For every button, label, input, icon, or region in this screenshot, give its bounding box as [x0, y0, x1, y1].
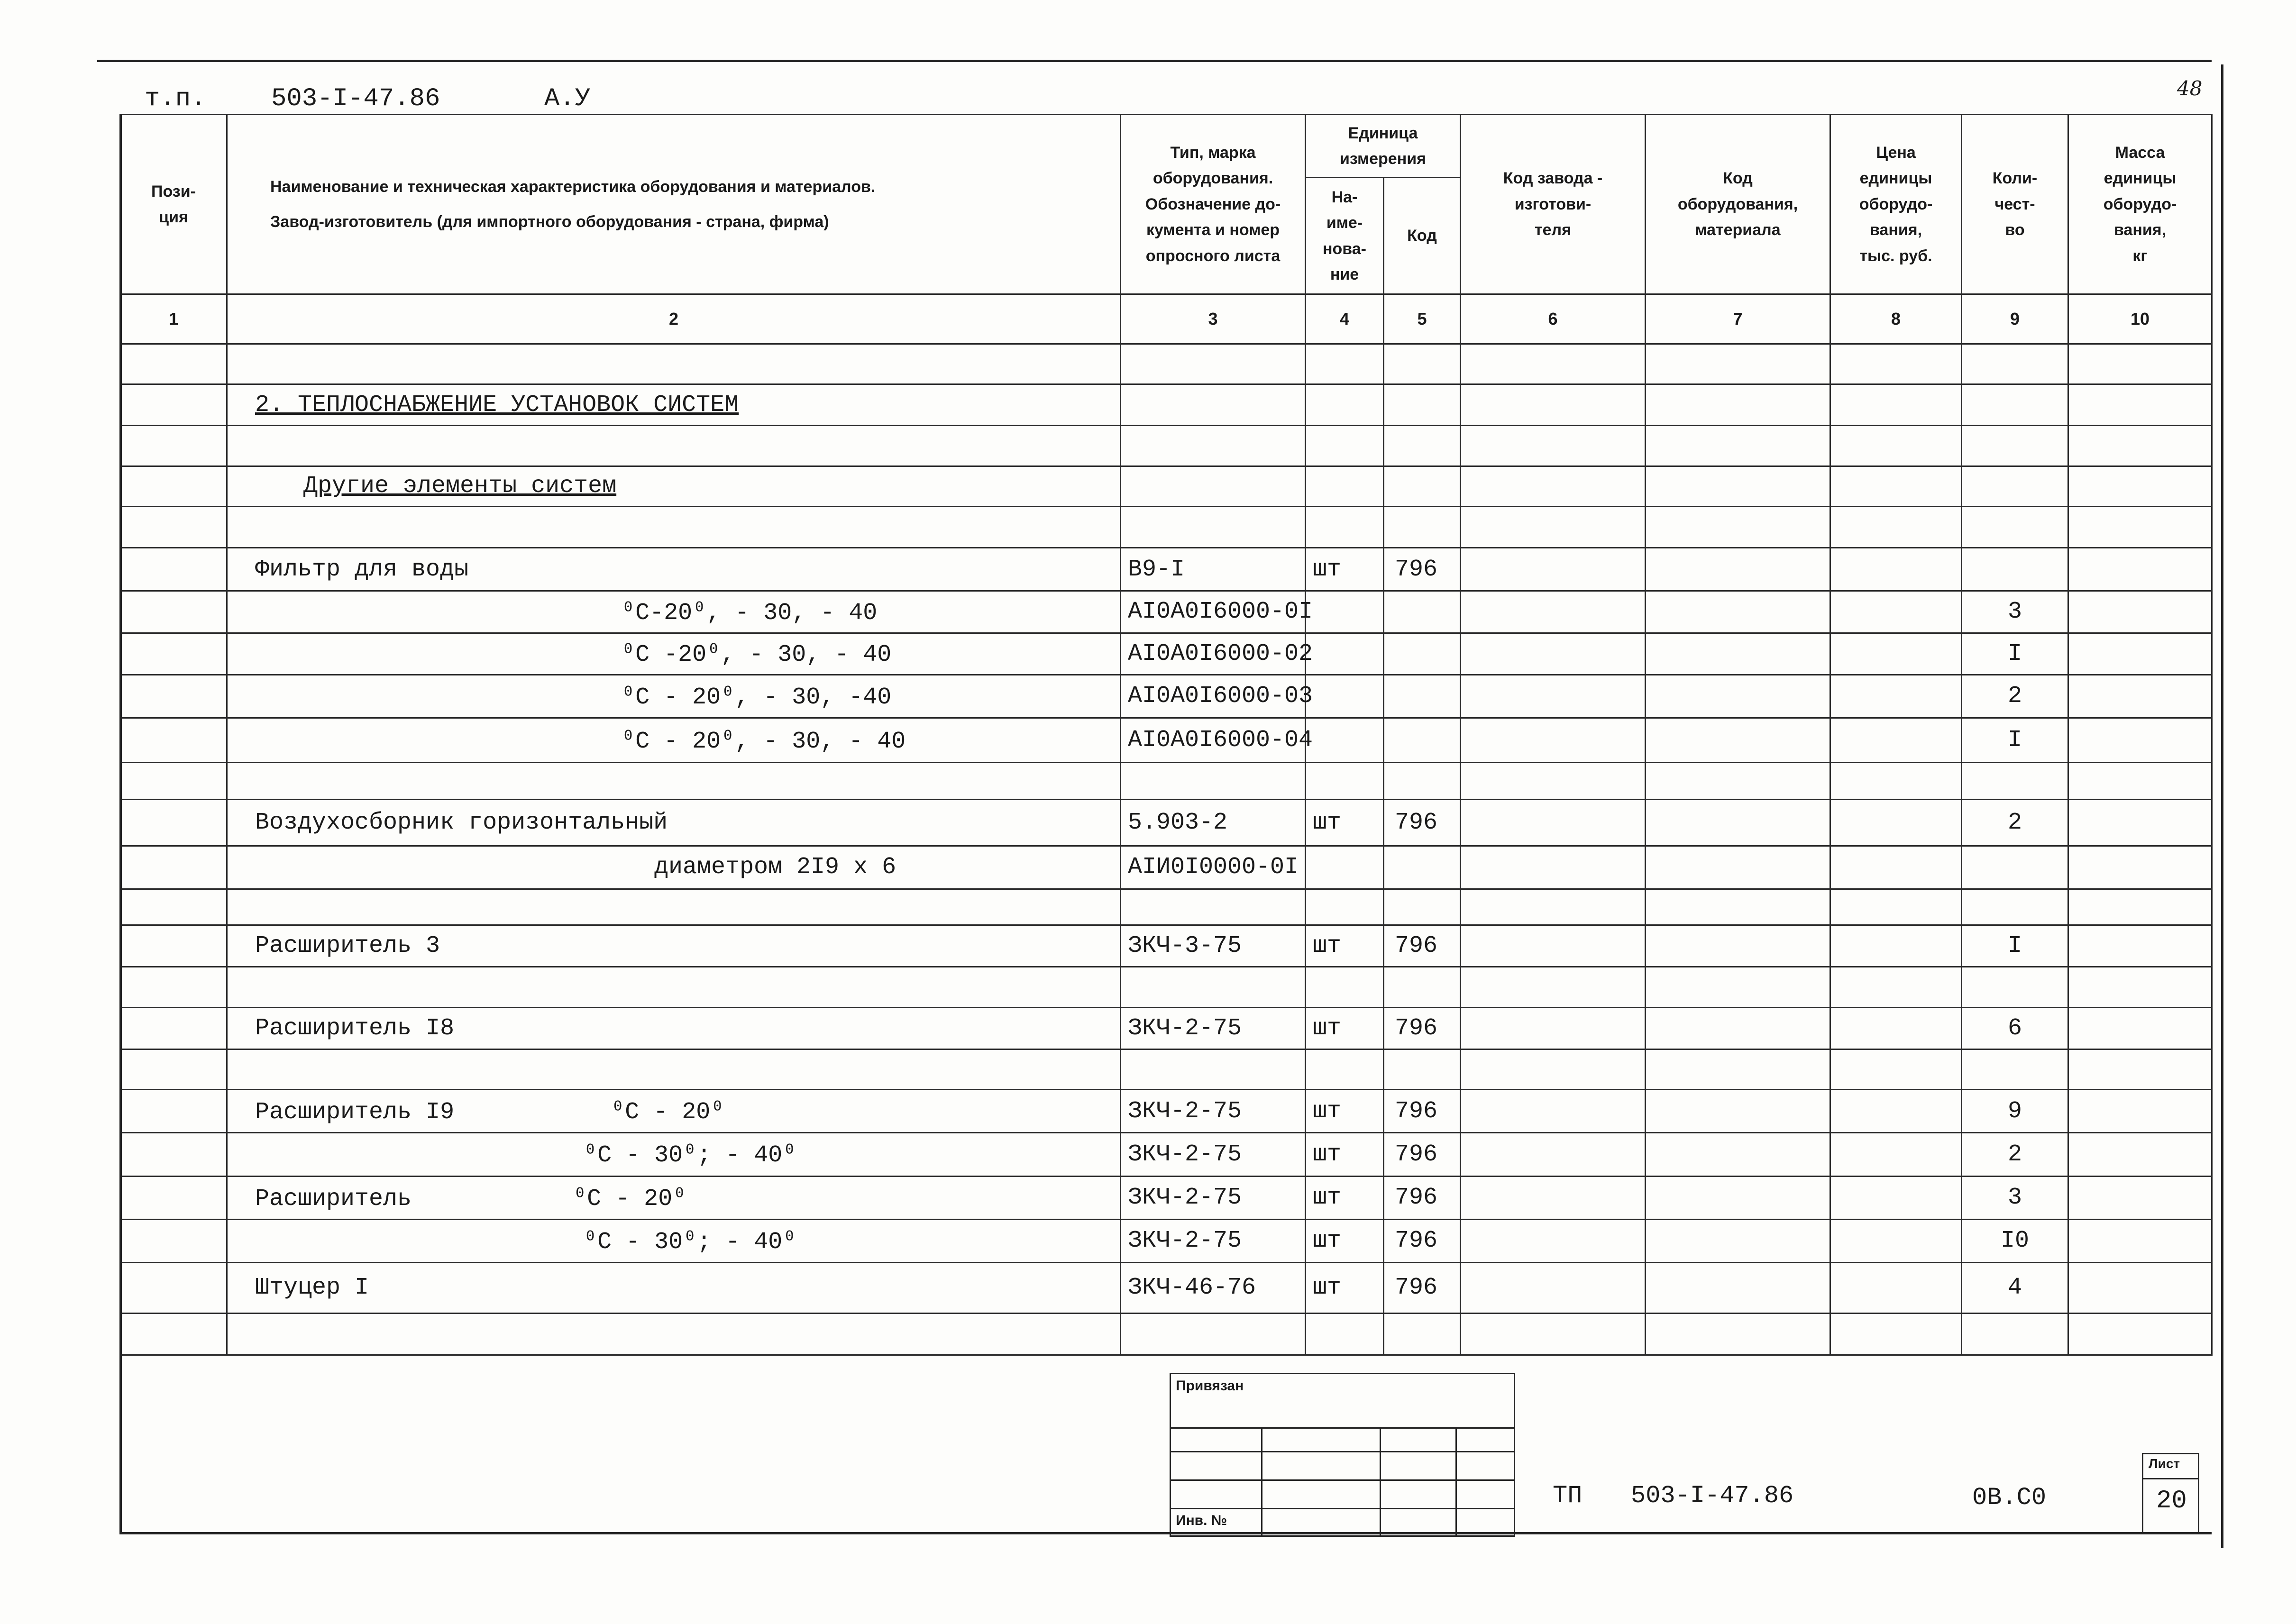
col-header-price: Цена единицы оборудо- вания, тыс. руб.	[1830, 115, 1962, 294]
table-row	[120, 466, 2212, 506]
col-header-unit-name: На- име- нова- ние	[1306, 178, 1384, 294]
table-row	[120, 1049, 2212, 1089]
project-number: 503-I-47.86	[271, 84, 440, 113]
subsection-heading: Другие элементы систем	[303, 473, 617, 500]
table-row: Расширитель I9 ⁰С - 20⁰ ЗКЧ-2-75 шт 796 9	[120, 1089, 2212, 1132]
table-row: Расширитель I8 ЗКЧ-2-75 шт 796 6	[120, 1007, 2212, 1049]
stamp-line	[1171, 1451, 1514, 1452]
col-header-position: Пози- ция	[120, 115, 227, 294]
table-row	[120, 344, 2212, 384]
top-rule	[97, 60, 2212, 62]
col-number: 8	[1830, 294, 1962, 344]
table-row	[120, 1313, 2212, 1355]
sheet-number: 20	[2156, 1487, 2187, 1515]
col-number: 7	[1646, 294, 1830, 344]
left-rule	[119, 114, 122, 1534]
table-row: диаметром 2I9 х 6 АIИ0I0000-0I	[120, 846, 2212, 889]
table-row: ⁰С - 20⁰, - 30, - 40 АI0А0I6000-04 I	[120, 718, 2212, 763]
table-row: ⁰С - 30⁰; - 40⁰ ЗКЧ-2-75 шт 796 2	[120, 1133, 2212, 1176]
stamp-line	[1455, 1427, 1457, 1535]
table-row: Штуцер I ЗКЧ-46-76 шт 796 4	[120, 1263, 2212, 1313]
stamp-line	[1261, 1427, 1262, 1535]
col-number: 5	[1384, 294, 1461, 344]
col-header-factory-code: Код завода - изготови- теля	[1461, 115, 1646, 294]
col-number: 3	[1121, 294, 1306, 344]
sheet-label: Лист	[2149, 1456, 2180, 1471]
col-header-unit: Единица измерения	[1306, 115, 1461, 178]
col-header-equipment-code: Код оборудования, материала	[1646, 115, 1830, 294]
bottom-rule	[119, 1532, 2212, 1534]
table-row: Расширитель 3 ЗКЧ-3-75 шт 796 I	[120, 925, 2212, 967]
col-number: 6	[1461, 294, 1646, 344]
table-row	[120, 889, 2212, 925]
col-number: 1	[120, 294, 227, 344]
col-number: 9	[1962, 294, 2068, 344]
col-header-name: Наименование и техническая характеристика оборудования и материалов. Завод-изготовитель (для импортного оборудования - страна, фирма)	[227, 115, 1121, 294]
equipment-spec-table	[119, 114, 2213, 1356]
page-number: 48	[2177, 77, 2203, 100]
binding-stamp	[1170, 1373, 1515, 1537]
table-row: ⁰С -20⁰, - 30, - 40 АI0А0I6000-02 I	[120, 633, 2212, 675]
col-number: 10	[2068, 294, 2212, 344]
right-rule	[2221, 64, 2223, 1548]
table-row	[120, 384, 2212, 426]
col-header-quantity: Коли- чест- во	[1962, 115, 2068, 294]
title-doc-number: 503-I-47.86	[1631, 1482, 1794, 1510]
table-row	[120, 763, 2212, 800]
table-row: ⁰С - 20⁰, - 30, -40 АI0А0I6000-03 2	[120, 675, 2212, 718]
table-row	[120, 967, 2212, 1007]
stamp-line	[1171, 1479, 1514, 1481]
table-row: Фильтр для воды В9-I шт 796	[120, 548, 2212, 591]
col-header-unit-code: Код	[1384, 178, 1461, 294]
col-header-mass: Масса единицы оборудо- вания, кг	[2068, 115, 2212, 294]
table-row	[120, 426, 2212, 466]
table-row: ⁰С - 30⁰; - 40⁰ ЗКЧ-2-75 шт 796 I0	[120, 1219, 2212, 1262]
table-row	[120, 506, 2212, 547]
sheet-box-line	[2143, 1478, 2198, 1479]
section-heading: 2. ТЕПЛОСНАБЖЕНИЕ УСТАНОВОК СИСТЕМ	[255, 391, 739, 419]
col-number: 4	[1306, 294, 1384, 344]
stamp-line	[1171, 1427, 1514, 1429]
table-row: Воздухосборник горизонтальный 5.903-2 шт 796 2	[120, 800, 2212, 846]
title-doc-prefix: ТП	[1553, 1482, 1583, 1510]
stamp-line	[1380, 1427, 1381, 1535]
series-label: т.п.	[145, 84, 206, 113]
table-row: ⁰С-20⁰, - 30, - 40 АI0А0I6000-0I 3	[120, 591, 2212, 633]
col-header-type: Тип, марка оборудования. Обозначение до- кумента и номер опросного листа	[1121, 115, 1306, 294]
stamp-inventory-label: Инв. №	[1176, 1513, 1227, 1528]
title-sheet-code: 0В.С0	[1972, 1484, 2047, 1512]
stamp-line	[1171, 1508, 1514, 1509]
album-label: А.У	[544, 84, 591, 113]
stamp-title: Привязан	[1176, 1378, 1244, 1394]
col-number: 2	[227, 294, 1121, 344]
table-row: Расширитель ⁰С - 20⁰ ЗКЧ-2-75 шт 796 3	[120, 1176, 2212, 1219]
